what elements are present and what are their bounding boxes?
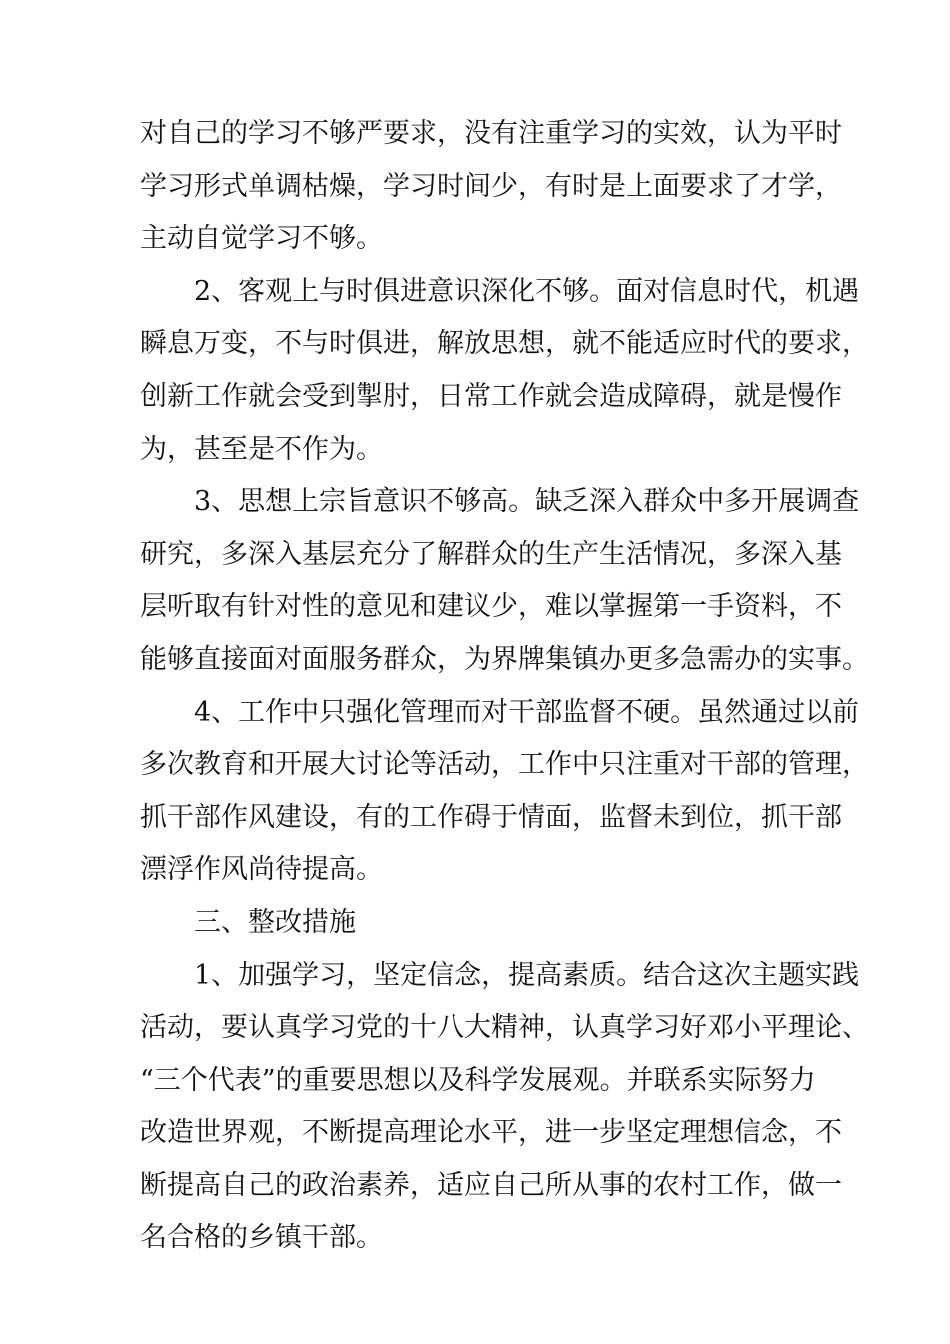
text-line: 研究，多深入基层充分了解群众的生产生活情况，多深入基: [140, 538, 842, 570]
document-body: [140, 108, 869, 1265]
text-line: “三个代表”的重要思想以及科学发展观。并联系实际努力: [140, 1064, 816, 1096]
text-line: 改造世界观，不断提高理论水平，进一步坚定理想信念，不: [140, 1117, 842, 1149]
text-line: 2、客观上与时俱进意识深化不够。面对信息时代，机遇: [194, 275, 860, 307]
text-line: 抓干部作风建设，有的工作碍于情面，监督未到位，抓干部: [140, 801, 842, 833]
text-line: 名合格的乡镇干部。: [140, 1222, 383, 1254]
text-line: 层听取有针对性的意见和建议少，难以掌握第一手资料，不: [140, 591, 842, 623]
text-line: 能够直接面对面服务群众，为界牌集镇办更多急需办的实事。: [140, 643, 869, 675]
text-line: 三、整改措施: [194, 906, 356, 938]
text-line: 主动自觉学习不够。: [140, 223, 383, 255]
text-line: 为，甚至是不作为。: [140, 433, 383, 465]
text-line: 活动，要认真学习党的十八大精神，认真学习好邓小平理论、: [140, 1012, 869, 1044]
text-line: 4、工作中只强化管理而对干部监督不硬。虽然通过以前: [194, 696, 860, 728]
text-line: 创新工作就会受到掣肘，日常工作就会造成障碍，就是慢作: [140, 380, 842, 412]
text-line: 瞬息万变，不与时俱进，解放思想，就不能适应时代的要求，: [140, 328, 869, 360]
text-line: 3、思想上宗旨意识不够高。缺乏深入群众中多开展调查: [194, 486, 860, 518]
text-line: 1、加强学习，坚定信念，提高素质。结合这次主题实践: [194, 959, 860, 991]
text-line: 断提高自己的政治素养，适应自己所从事的农村工作，做一: [140, 1169, 842, 1201]
text-line: 学习形式单调枯燥，学习时间少，有时是上面要求了才学，: [140, 170, 842, 202]
text-line: 对自己的学习不够严要求，没有注重学习的实效，认为平时: [140, 118, 842, 149]
text-line: 漂浮作风尚待提高。: [140, 854, 383, 886]
text-line: 多次教育和开展大讨论等活动，工作中只注重对干部的管理，: [140, 749, 869, 781]
